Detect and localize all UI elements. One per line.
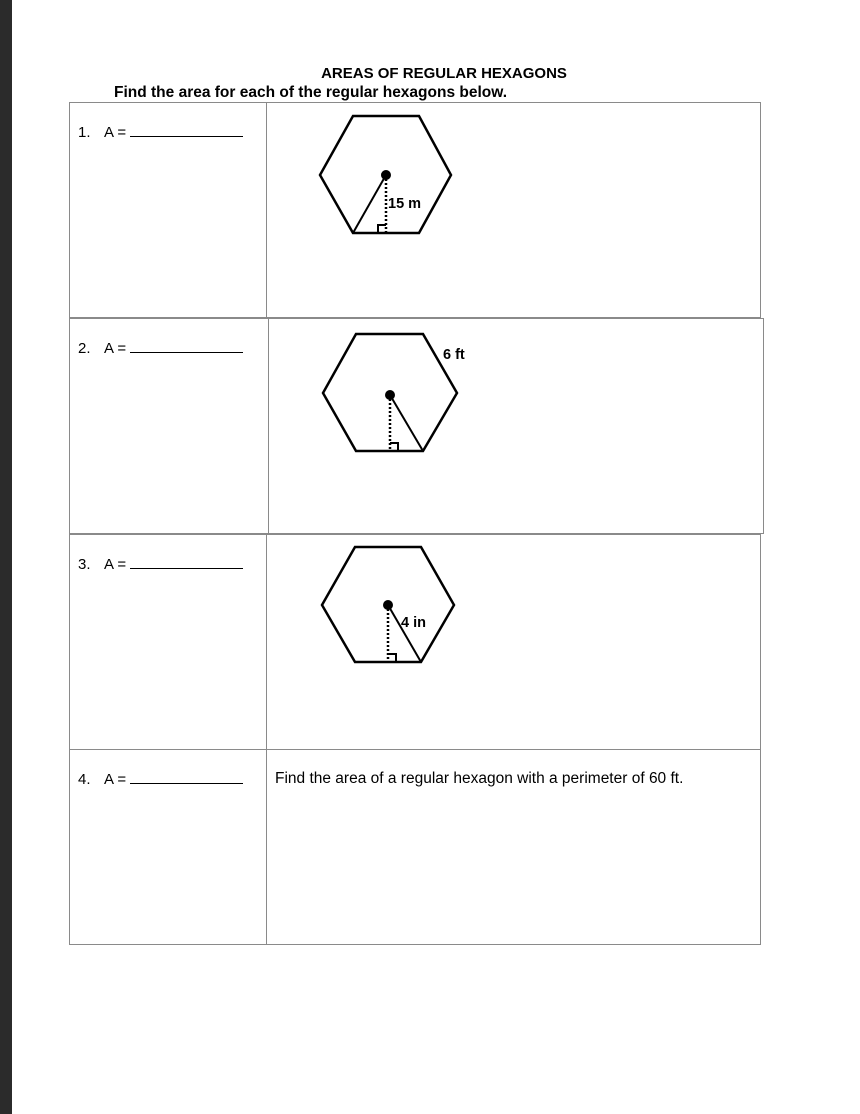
answer-label: A = [104,340,127,357]
answer-blank[interactable] [130,339,243,353]
answer-cell-2 [69,318,269,534]
center-point [385,390,395,400]
answer-blank[interactable] [130,123,243,137]
answer-label: A = [104,771,127,788]
answer-label: A = [104,124,127,141]
center-point [381,170,391,180]
hexagon-figure-1 [267,103,762,319]
measure-label: 6 ft [443,347,465,363]
center-point [383,600,393,610]
problem-number: 2. [78,340,91,357]
figure-cell-1 [266,102,761,318]
page-title: AREAS OF REGULAR HEXAGONS [321,65,567,82]
answer-cell-4 [69,749,267,945]
viewer-sidebar [0,0,12,1114]
figure-cell-3 [266,534,761,750]
answer-line-2 [78,339,243,357]
answer-label: A = [104,556,127,573]
answer-blank[interactable] [130,555,243,569]
answer-cell-3 [69,534,267,750]
prompt-cell-4 [266,749,761,945]
hexagon-figure-3 [267,535,762,751]
hexagon-figure-2 [269,319,765,535]
answer-line-3 [78,555,243,573]
problem-number: 1. [78,124,91,141]
word-problem: Find the area of a regular hexagon with a perimeter of 60 ft. [275,770,684,787]
problem-number: 3. [78,556,91,573]
answer-blank[interactable] [130,770,243,784]
measure-label: 4 in [401,615,426,631]
answer-line-1 [78,123,243,141]
answer-line-4 [78,770,243,788]
problem-number: 4. [78,771,91,788]
answer-cell-1 [69,102,267,318]
instructions: Find the area for each of the regular hexagons below. [114,84,508,101]
figure-cell-2 [268,318,764,534]
measure-label: 15 m [388,196,422,212]
